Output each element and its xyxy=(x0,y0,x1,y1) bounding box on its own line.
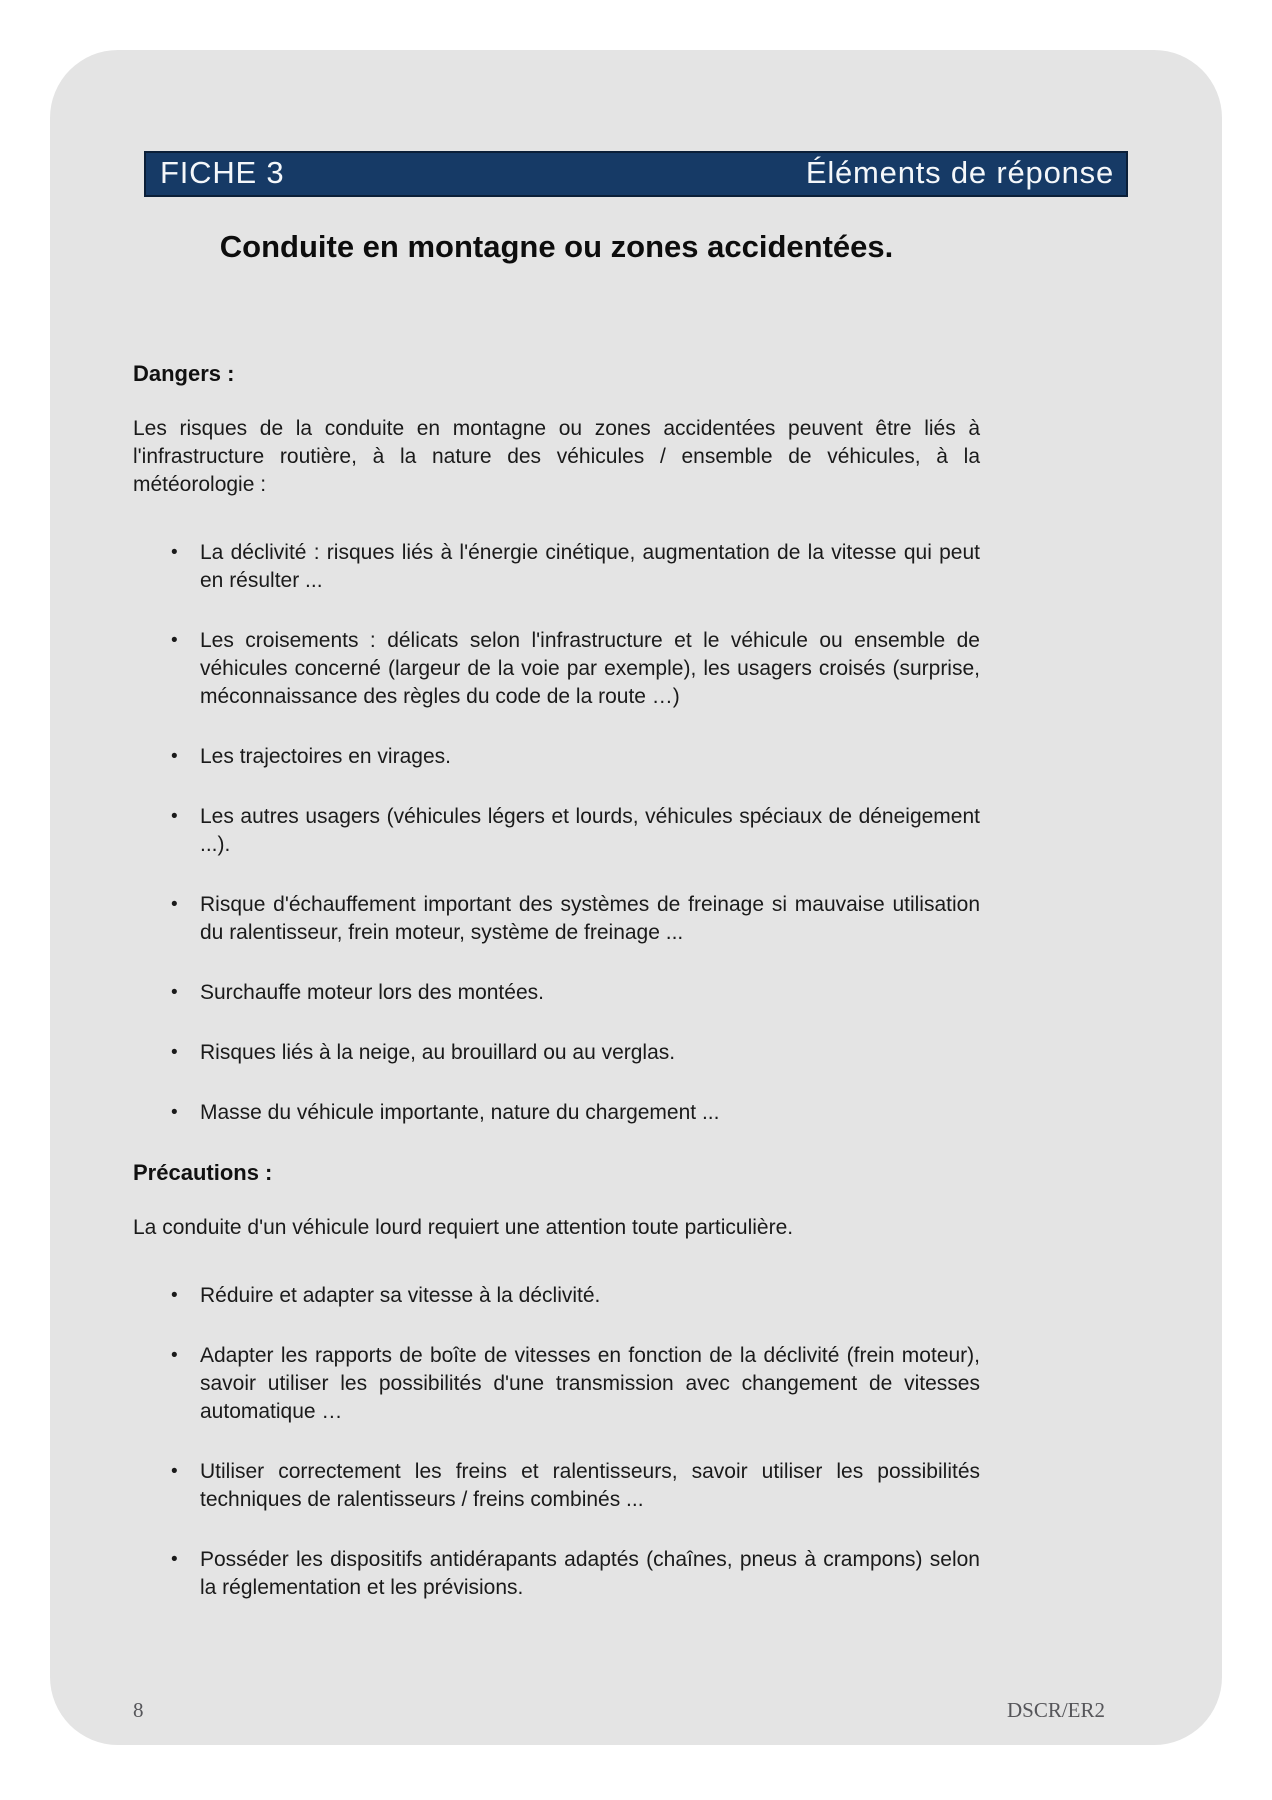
list-item xyxy=(133,1458,980,1514)
section-precautions xyxy=(133,1159,980,1602)
bullet-icon: • xyxy=(171,1042,178,1063)
bullet-icon: • xyxy=(171,1461,178,1482)
bullet-icon: • xyxy=(171,1285,178,1306)
list-item xyxy=(133,891,980,947)
bullet-item-text: Risques liés à la neige, au brouillard ou au verglas. xyxy=(200,1041,676,1064)
bullet-item-text: Risque d'échauffement important des systèmes de freinage si mauvaise utilisation du ralentisseur, frein moteur, système de freinage ... xyxy=(200,893,980,944)
bullet-icon: • xyxy=(171,630,178,651)
bullet-icon: • xyxy=(171,1345,178,1366)
bullet-item-text: Les croisements : délicats selon l'infrastructure et le véhicule ou ensemble de véhicules concerné (largeur de la voie par exemple), les usagers croisés (surprise, méconnaissance des règles du code de la route …) xyxy=(200,629,980,708)
fiche-number-label: FICHE 3 xyxy=(160,155,285,190)
bullet-icon: • xyxy=(171,894,178,915)
list-item xyxy=(133,1039,980,1067)
section-intro-dangers: Les risques de la conduite en montagne ou zones accidentées peuvent être liés à l'infrastructure routière, à la nature des véhicules / ensemble de véhicules, à la météorologie : xyxy=(133,417,980,496)
bullet-list-dangers xyxy=(133,539,980,1127)
bullet-item-text: Masse du véhicule importante, nature du chargement ... xyxy=(200,1101,720,1124)
bullet-icon: • xyxy=(171,982,178,1003)
bullet-icon: • xyxy=(171,806,178,827)
list-item xyxy=(133,539,980,595)
bullet-item-text: Utiliser correctement les freins et ralentisseurs, savoir utiliser les possibilités techniques de ralentisseurs / freins combinés ... xyxy=(200,1460,980,1511)
bullet-item-text: Adapter les rapports de boîte de vitesses en fonction de la déclivité (frein moteur), savoir utiliser les possibilités d'une transmission avec changement de vitesses automatique … xyxy=(200,1344,980,1423)
section-intro-precautions: La conduite d'un véhicule lourd requiert une attention toute particulière. xyxy=(133,1216,794,1239)
page-footer xyxy=(133,1698,1105,1723)
bullet-item-text: Les trajectoires en virages. xyxy=(200,745,451,768)
list-item xyxy=(133,627,980,711)
header-subtitle-label: Éléments de réponse xyxy=(805,155,1114,190)
header-bar xyxy=(144,151,1128,197)
bullet-list-precautions xyxy=(133,1282,980,1602)
section-heading-precautions: Précautions : xyxy=(133,1160,273,1185)
bullet-icon: • xyxy=(171,746,178,767)
document-reference: DSCR/ER2 xyxy=(1006,1698,1105,1722)
list-item xyxy=(133,1099,980,1127)
bullet-item-text: La déclivité : risques liés à l'énergie cinétique, augmentation de la vitesse qui peut en résulter ... xyxy=(200,541,980,592)
section-dangers xyxy=(133,360,980,1127)
bullet-item-text: Les autres usagers (véhicules légers et lourds, véhicules spéciaux de déneigement ...). xyxy=(200,805,980,856)
list-item xyxy=(133,1546,980,1602)
bullet-item-text: Surchauffe moteur lors des montées. xyxy=(200,981,544,1004)
list-item xyxy=(133,979,980,1007)
bullet-item-text: Posséder les dispositifs antidérapants adaptés (chaînes, pneus à crampons) selon la réglementation et les prévisions. xyxy=(200,1548,980,1599)
document-content xyxy=(133,228,980,1634)
bullet-icon: • xyxy=(171,542,178,563)
bullet-icon: • xyxy=(171,1549,178,1570)
list-item xyxy=(133,803,980,859)
list-item xyxy=(133,1282,980,1310)
list-item xyxy=(133,1342,980,1426)
list-item xyxy=(133,743,980,771)
bullet-item-text: Réduire et adapter sa vitesse à la déclivité. xyxy=(200,1284,601,1307)
bullet-icon: • xyxy=(171,1102,178,1123)
page-number: 8 xyxy=(133,1698,144,1722)
page-title: Conduite en montagne ou zones accidentées. xyxy=(219,229,894,264)
section-heading-dangers: Dangers : xyxy=(133,361,235,386)
fiche-card xyxy=(50,50,1222,1745)
